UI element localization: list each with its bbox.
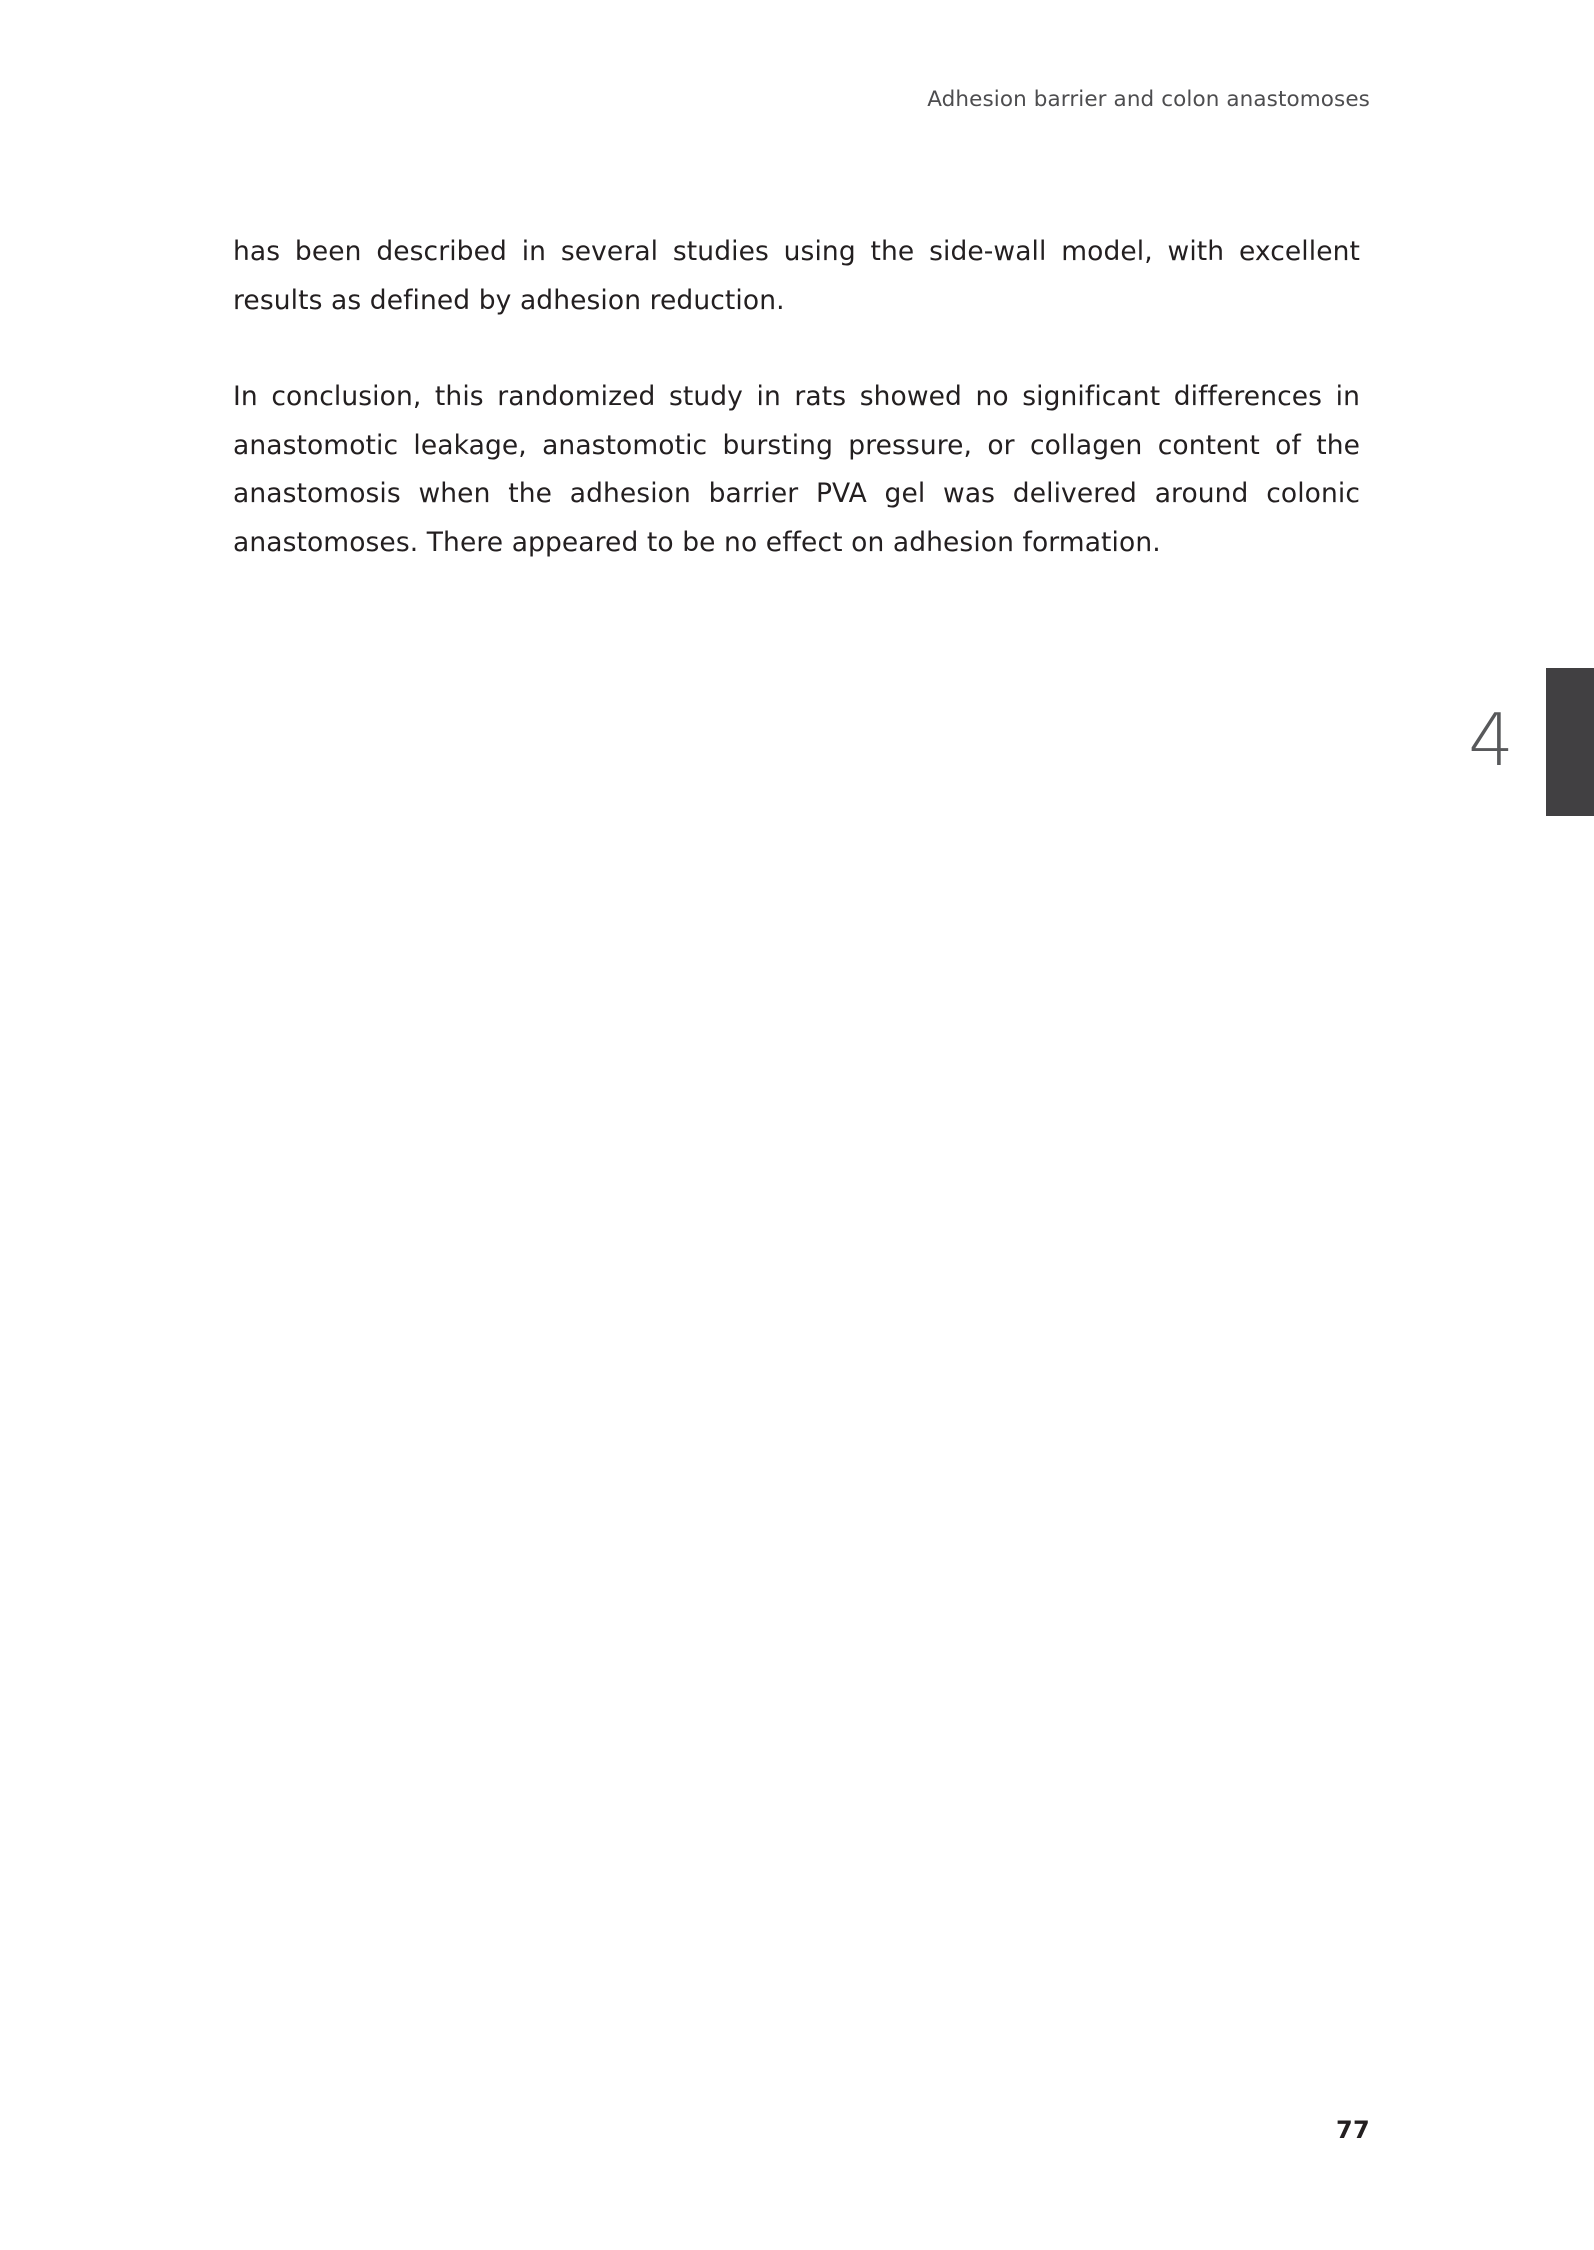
body-text-column <box>233 228 1360 567</box>
chapter-number: 4 <box>1468 698 1514 782</box>
paragraph: has been described in several studies using the side-wall model, with excellent results as defined by adhesion reduction. <box>233 236 1360 316</box>
page-number: 77 <box>1336 2116 1370 2144</box>
paragraph: In conclusion, this randomized study in rats showed no significant differences in anastomotic leakage, anastomotic bursting pressure, or collagen content of the anastomosis when the adhesion barrier PVA gel was delivered around colonic anastomoses. There appeared to be no effect on adhesion formation. <box>233 381 1360 558</box>
chapter-thumb-tab <box>1546 668 1594 816</box>
running-head: Adhesion barrier and colon anastomoses <box>927 87 1370 112</box>
